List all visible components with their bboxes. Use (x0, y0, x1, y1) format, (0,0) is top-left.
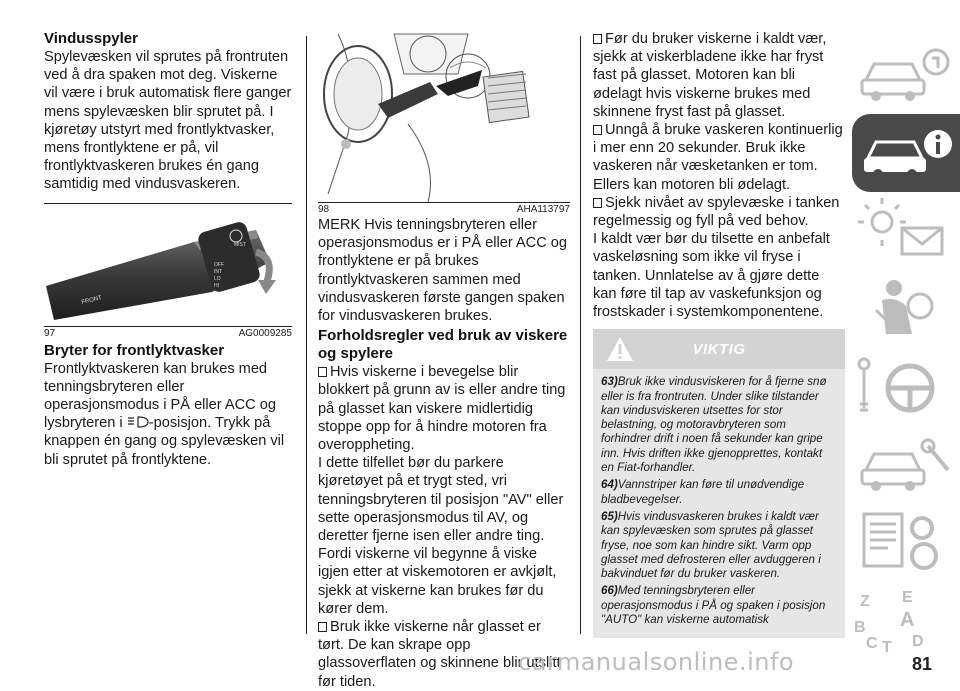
label-front: FRONT (81, 294, 103, 306)
note-paragraph: MERK Hvis tenningsbryteren eller operasjonsmodus er i PÅ eller ACC og frontlyktene er på brukes frontlyktvaskeren sammen med vindusvaskeren første gangen spaken for vindusvaskeren brukes. (318, 217, 568, 325)
label-lo: LO (214, 275, 221, 282)
figure-98-caption: 98 AHA113797 (318, 204, 570, 215)
label-int: INT (214, 268, 223, 275)
column-middle (318, 30, 570, 691)
warning-item: 65)Hvis vindusvaskeren brukes i kaldt vær kan spylevæsken som sprutes på glasset fryse, noe som kan hindre sikt. Varm opp glasset med defrosteren eller avduggeren i bakvinduet før du bruker vaskeren. (601, 509, 821, 581)
figure-97 (44, 208, 292, 326)
car-info-icon (852, 36, 960, 114)
tab-specs[interactable] (852, 504, 960, 582)
bullet-blocked: Hvis viskerne i bevegelse blir blokkert på grunn av is eller andre ting på glasset kan viskere midlertidig stoppe opp for å hindre motoren fra overoppheting. (318, 364, 566, 454)
column-divider (306, 36, 307, 634)
heading-vindusspyler: Vindusspyler (44, 30, 138, 47)
paragraph-washer: Spylevæsken vil sprutes på frontruten ved å dra spaken mot deg. Viskerne vil være i bruk automatisk flere ganger mens spylevæsken blir sprutet på. I kjøretøy utstyrt med frontlyktvasker, mens frontlyktene er på, vil frontlyktvaskeren brukes én gang samtidig med vindusvaskeren. (44, 49, 292, 193)
tab-index[interactable] (852, 582, 960, 660)
tab-warning-lights[interactable] (852, 192, 960, 270)
vent-icon (483, 71, 529, 122)
index-letter: A (900, 609, 915, 631)
page-number: 81 (912, 654, 933, 674)
index-letters-icon (852, 582, 960, 660)
index-letter: C (866, 635, 878, 652)
tab-airbag[interactable] (852, 270, 960, 348)
tab-service[interactable] (852, 426, 960, 504)
warning-item: 66)Med tenningsbryteren eller operasjonsmodus i PÅ og spaken i posisjon "AUTO" kan viskerne automatisk (601, 584, 826, 626)
column-right (593, 30, 845, 638)
heading-precautions: Forholdsregler ved bruk av viskere og spylere (318, 327, 568, 363)
index-letter: B (854, 619, 866, 636)
warning-body (593, 369, 845, 638)
dashboard-illustration (318, 34, 570, 202)
airbag-icon (852, 270, 960, 348)
index-letter: T (882, 639, 892, 656)
warning-item: 64)Vannstriper kan føre til unødvendige bladbevegelser. (601, 478, 805, 506)
bullet-dry: Bruk ikke viskerne når glasset er tørt. De kan skrape opp glassoverflaten og skinnene blir utslitt før tiden. (318, 619, 561, 690)
figure-98 (318, 34, 570, 202)
index-letter: Z (860, 593, 870, 610)
tab-car-i[interactable] (852, 114, 960, 192)
paragraph-headlight-washer: Frontlyktvaskeren kan brukes med tenningsbryteren eller operasjonsmodus i PÅ eller ACC og lysbryteren i -posisjon. Trykk på knappen én gang og spylevæsken vil bli sprutet på frontlyktene. (44, 360, 285, 468)
car-i-icon (852, 114, 960, 192)
watermark: carmanualsonline.info (518, 648, 795, 676)
tab-car-info[interactable] (852, 36, 960, 114)
heading-headlight-washer: Bryter for frontlyktvasker (44, 341, 225, 359)
bullet-icon (593, 125, 602, 135)
bullet-level: Sjekk nivået av spylevæske i tanken regelmessig og fyll på ved behov. (593, 194, 840, 230)
bullet-continuous: Unngå å bruke vaskeren kontinuerlig i mer enn 20 sekunder. Bruk ikke vaskeren når væsketanken er tom. Ellers kan motoren bli ødelagt. (593, 122, 843, 193)
label-mist: MIST (234, 241, 246, 248)
warning-item: 63)Bruk ikke vindusviskeren for å fjerne snø eller is fra frontruten. Under slike tilstander kan vindusviskeren utsettes for stor belastning, og motoravbryteren som forhindrer drift i noen få sekunder kan gripe inn. Hvis driften ikke gjenopprettes, kontakt en Fiat-forhandler. (601, 375, 827, 475)
wiper-stalk-illustration (44, 208, 292, 326)
spec-gears-icon (852, 504, 960, 582)
car-wrench-icon (852, 426, 960, 504)
figure-97-caption: 97 AG0009285 (44, 327, 292, 339)
warning-light-icon (852, 192, 960, 270)
bullet-cold: Før du bruker viskerne i kaldt vær, sjekk at viskerbladene ikke har fryst fast på glasset. Motoren kan bli ødelagt hvis viskerne brukes med skinnene fryst fast på glasset. (593, 31, 827, 120)
index-letter: E (902, 589, 913, 606)
paragraph-park: I dette tilfellet bør du parkere kjøretøyet på et trygt sted, vri tenningsbryteren til posisjon "AV" eller sette operasjonsmodus til AV, og deretter fjerne isen eller andre ting. Fordi viskerne vil begynne å viske igjen etter at viskemotoren er avkjølt, sjekk at viskerne kan brukes før du kører dem. (318, 455, 564, 617)
label-off: OFF (214, 261, 224, 268)
paragraph-cold-weather: I kaldt vær bør du tilsette en anbefalt vaskeløsning som ikke vil fryse i tanken. Unnlatelse av å gjøre dette kan føre til tap av vaskefunksjon og frostskader i systemkomponentene. (593, 231, 830, 321)
bullet-icon (593, 198, 602, 208)
bullet-icon (318, 622, 327, 632)
headlight-icon (127, 416, 149, 428)
index-letter: D (912, 633, 924, 650)
column-divider (580, 36, 581, 634)
warning-box (593, 329, 845, 638)
column-left (44, 30, 292, 469)
warning-title: VIKTIG (692, 341, 746, 359)
tab-steering[interactable] (852, 348, 960, 426)
warning-header (593, 329, 845, 369)
steering-wheel-icon (852, 348, 960, 426)
bullet-icon (318, 367, 327, 377)
bullet-icon (593, 34, 602, 44)
label-hi: HI (214, 282, 219, 289)
